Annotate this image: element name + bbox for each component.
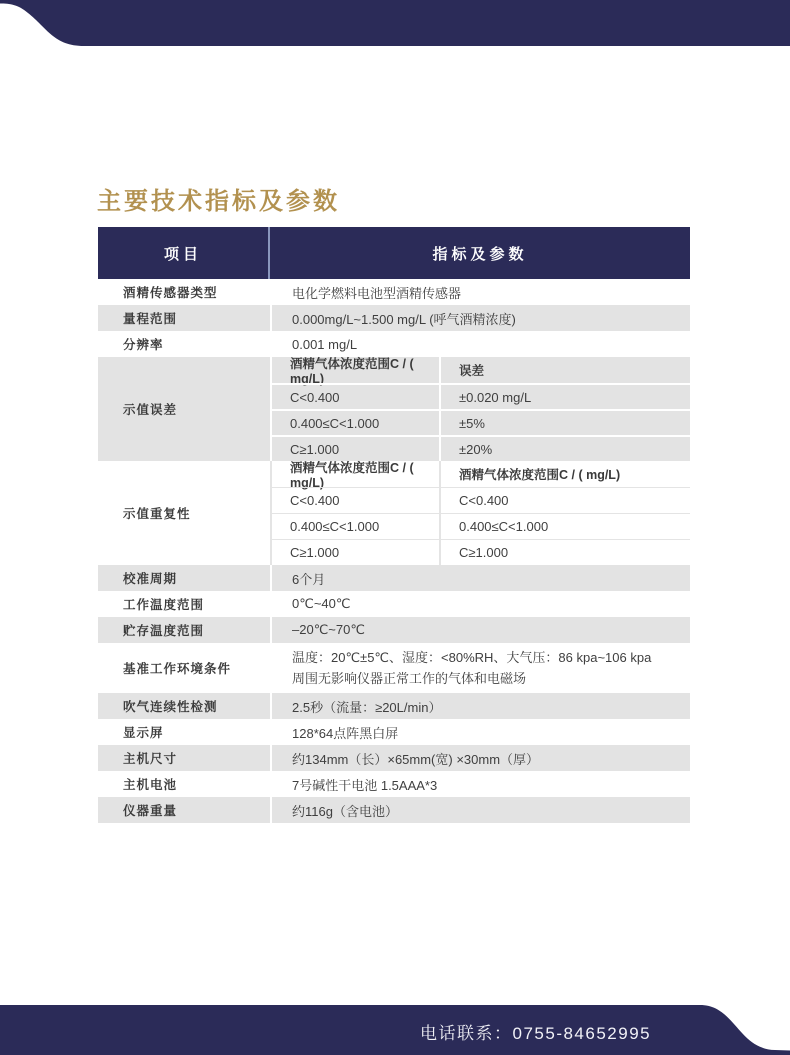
column-header-specs: 指标及参数 xyxy=(432,245,528,263)
row-label: 基准工作环境条件 xyxy=(123,662,232,676)
sub-cell: C<0.400 xyxy=(439,488,690,513)
footer-phone: 电话联系：0755-84652995 xyxy=(420,1024,652,1043)
sub-cell: C<0.400 xyxy=(290,493,340,508)
row-label: 仪器重量 xyxy=(123,804,178,818)
table-row xyxy=(98,461,690,565)
table-row xyxy=(98,643,690,693)
row-value: 6个月 xyxy=(270,565,690,591)
row-value: 128*64点阵黑白屏 xyxy=(292,725,399,741)
row-label: 主机电池 xyxy=(123,778,178,792)
sub-table xyxy=(270,357,690,461)
sub-cell: ±5% xyxy=(439,411,690,435)
row-label: 分辨率 xyxy=(123,338,164,352)
sub-cell: C≥1.000 xyxy=(290,441,340,457)
sub-row xyxy=(272,513,690,539)
sub-cell: C≥1.000 xyxy=(439,540,690,565)
sub-cell: 酒精气体浓度范围C / ( mg/L) xyxy=(290,357,414,386)
row-label: 示值重复性 xyxy=(123,507,191,521)
sub-cell: C<0.400 xyxy=(290,389,340,405)
sub-row xyxy=(272,461,690,490)
row-label: 吹气连续性检测 xyxy=(123,700,218,714)
row-value: 约134mm（长）×65mm(宽) ×30mm（厚） xyxy=(270,745,690,771)
sub-cell: ±0.020 mg/L xyxy=(439,385,690,409)
row-label: 校准周期 xyxy=(123,572,178,586)
sub-row xyxy=(272,383,690,409)
row-value-line: 温度：20℃±5℃、湿度：<80%RH、大气压：86 kpa~106 kpa xyxy=(292,650,652,665)
table-row xyxy=(98,357,690,461)
table-row xyxy=(98,693,690,719)
sub-cell: 0.400≤C<1.000 xyxy=(290,519,380,534)
row-value: 约116g（含电池） xyxy=(270,797,690,823)
row-label: 酒精传感器类型 xyxy=(123,286,218,300)
row-value: –20℃~70℃ xyxy=(270,617,690,643)
table-row xyxy=(98,565,690,591)
spec-table xyxy=(98,227,690,823)
row-label: 主机尺寸 xyxy=(123,752,178,766)
row-label: 量程范围 xyxy=(123,312,178,326)
table-row xyxy=(98,617,690,643)
table-row xyxy=(98,719,690,745)
row-value: 2.5秒（流量：≥20L/min） xyxy=(270,693,690,719)
row-label: 工作温度范围 xyxy=(123,598,205,612)
row-value: 0.001 mg/L xyxy=(292,336,358,352)
sub-cell: 0.400≤C<1.000 xyxy=(290,415,380,431)
footer-banner-shape xyxy=(0,1005,790,1055)
sub-row xyxy=(272,357,690,386)
sub-row xyxy=(272,539,690,565)
sub-cell: 0.400≤C<1.000 xyxy=(439,514,690,539)
page-title: 主要技术指标及参数 xyxy=(97,188,340,215)
sub-cell: ±20% xyxy=(439,437,690,461)
row-label: 示值误差 xyxy=(123,403,178,417)
table-row xyxy=(98,745,690,771)
sub-cell: 酒精气体浓度范围C / ( mg/L) xyxy=(439,461,690,487)
table-row xyxy=(98,591,690,617)
spec-table-body xyxy=(98,279,690,823)
table-row xyxy=(98,305,690,331)
row-value: 0℃~40℃ xyxy=(292,596,351,611)
sub-cell: 误差 xyxy=(439,357,690,383)
sub-cell: 酒精气体浓度范围C / ( mg/L) xyxy=(290,461,414,490)
table-row xyxy=(98,279,690,305)
table-row xyxy=(98,797,690,823)
spec-table-header xyxy=(98,227,690,279)
top-banner-shape xyxy=(0,0,790,46)
sub-row xyxy=(272,487,690,513)
sub-table xyxy=(270,461,690,565)
table-row xyxy=(98,771,690,797)
row-value-line: 周围无影响仪器正常工作的气体和电磁场 xyxy=(292,671,527,686)
column-header-item: 项目 xyxy=(98,227,270,279)
row-label: 显示屏 xyxy=(123,726,164,740)
row-label: 贮存温度范围 xyxy=(123,624,205,638)
sub-row xyxy=(272,409,690,435)
row-value: 0.000mg/L~1.500 mg/L (呼气酒精浓度) xyxy=(270,305,690,331)
sub-cell: C≥1.000 xyxy=(290,545,340,560)
row-value: 7号碱性干电池 1.5AAA*3 xyxy=(292,777,438,793)
row-value: 电化学燃料电池型酒精传感器 xyxy=(292,285,462,301)
row-value xyxy=(270,643,690,693)
